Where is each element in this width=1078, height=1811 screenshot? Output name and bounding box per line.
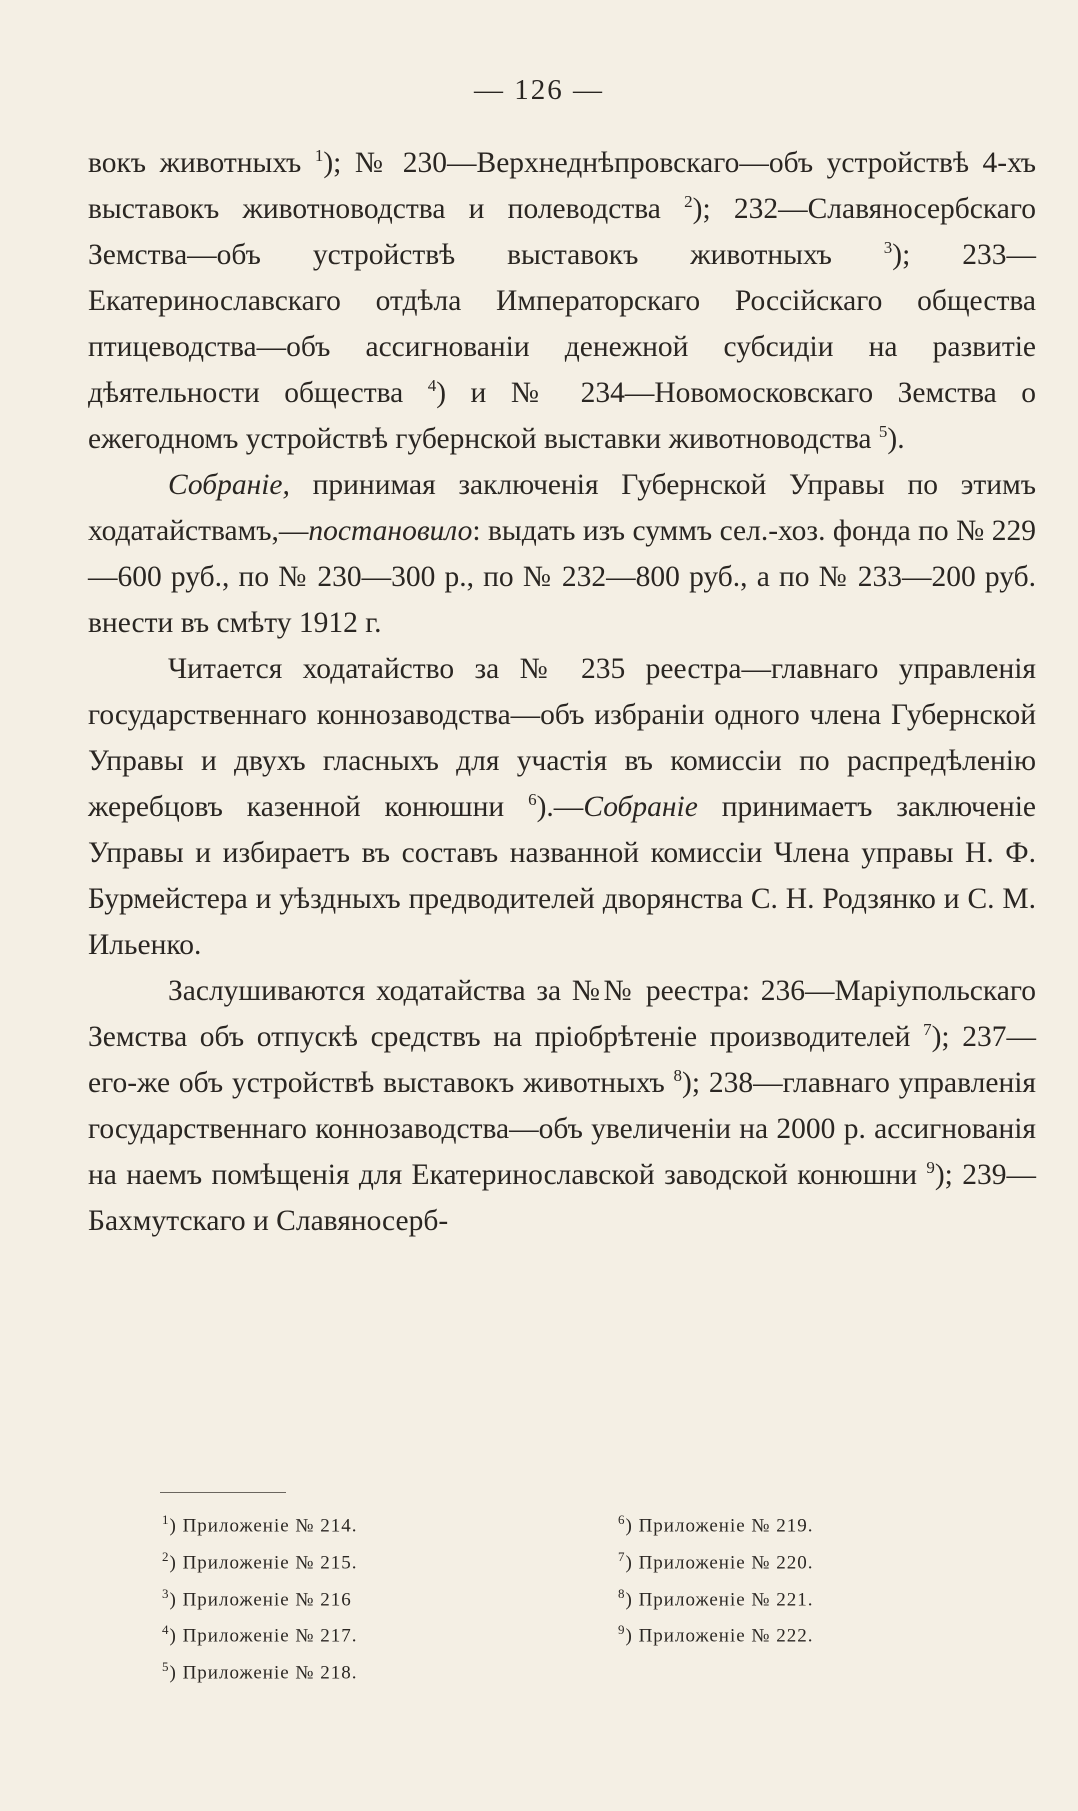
footnotes-left (162, 1505, 358, 1689)
footnote-mark: 7 (923, 1020, 932, 1040)
footnote-text: Приложеніе № 219. (638, 1515, 814, 1537)
footnote-divider (160, 1492, 286, 1493)
text-run: ).— (536, 791, 584, 823)
footnote-mark: 4 (162, 1622, 170, 1638)
main-text (88, 140, 1036, 1244)
footnote-text: Приложеніе № 221. (638, 1588, 814, 1610)
paragraph (88, 462, 1036, 646)
text-run: вокъ животныхъ (88, 147, 315, 179)
footnote: $^4$) Приложеніе № 217. (162, 1622, 358, 1647)
footnote-mark: 6 (618, 1512, 626, 1527)
text-run: Читается ходатайство за № 235 реестра—главнаго управленія государственнаго коннозаводства—объ избраніи одного члена Губернской Управы и двухъ гласныхъ для участія въ комиссіи по распредѣленію жеребцовъ казенной конюшни (88, 653, 1036, 823)
footnote-mark: 3 (883, 238, 893, 258)
footnote: $^2$) Приложеніе № 215. (162, 1548, 358, 1574)
text-run: ); № 230—Верхнеднѣпровскаго—объ устройствѣ 4-хъ выставокъ животноводства и полеводства (88, 147, 1037, 225)
footnote: $^9$) Приложеніе № 222. (618, 1622, 814, 1647)
footnote-mark: 7 (618, 1548, 626, 1564)
paragraph (88, 140, 1036, 462)
footnote-mark: 1 (314, 146, 324, 166)
footnote: $^8$) Приложеніе № 221. (618, 1585, 814, 1610)
footnotes-right (618, 1505, 814, 1652)
footnote-text: Приложеніе № 215. (182, 1552, 358, 1574)
footnote-mark: 9 (926, 1158, 935, 1178)
text-run: ); 239—Бахмутскаго и Славяносерб- (88, 1159, 1036, 1237)
page-number: — 126 — (474, 74, 604, 106)
text-run: ); 237—его-же объ устройствѣ выставокъ животныхъ (88, 1021, 1036, 1099)
text-run: ) и № 234—Новомосковскаго Земства о ежегодномъ устройствѣ губернской выставки животноводства (88, 377, 1036, 455)
text-run: ); 233—Екатеринославскаго отдѣла Императорскаго Россійскаго общества птицеводства—объ ассигнованіи денежной субсидіи на развитіе дѣятельности общества (88, 239, 1036, 409)
footnote-mark: 3 (162, 1585, 170, 1601)
footnote-mark: 5 (878, 422, 888, 442)
footnote-text: Приложеніе № 214. (182, 1515, 358, 1537)
footnote-mark: 9 (618, 1622, 626, 1638)
footnote-text: Приложеніе № 218. (182, 1662, 358, 1684)
text-run: Заслушиваются ходатайства за №№ реестра: 236—Маріупольскаго Земства объ отпускѣ средствъ на пріобрѣтеніе производителей (88, 975, 1036, 1053)
paragraph (88, 968, 1036, 1244)
footnote-mark: 5 (162, 1659, 170, 1675)
footnote-text: Приложеніе № 220. (638, 1552, 814, 1574)
emphasis-text: постановило (308, 515, 473, 547)
emphasis-text: Собраніе, (168, 469, 290, 501)
text-run: ); 238—главнаго управленія государственнаго коннозаводства—объ увеличеніи на 2000 р. ассигнованія на наемъ помѣщенія для Екатеринославской заводской конюшни (88, 1067, 1036, 1191)
footnote-text: Приложеніе № 216 (182, 1588, 352, 1610)
emphasis-text: Собраніе (583, 791, 698, 823)
footnote: $^1$) Приложеніе № 214. (162, 1512, 358, 1537)
footnote: $^6$) Приложеніе № 219. (618, 1512, 814, 1537)
footnote-mark: 8 (673, 1066, 683, 1086)
footnote-mark: 4 (427, 376, 437, 396)
footnote-mark: 2 (162, 1548, 170, 1564)
paragraph (88, 646, 1036, 968)
footnote-mark: 1 (162, 1512, 170, 1527)
footnote: $^7$) Приложеніе № 220. (618, 1548, 814, 1574)
footnote-mark: 8 (618, 1585, 626, 1601)
text-run: принимаетъ заключеніе Управы и избираетъ въ составъ названной комиссіи Члена управы Н. Ф. Бурмейстера и уѣздныхъ предводителей дворянства С. Н. Родзянко и С. М. Ильенко. (88, 791, 1036, 961)
text-run: принимая заключенія Губернской Управы по этимъ ходатайствамъ,— (88, 469, 1036, 547)
footnote-mark: 6 (528, 790, 537, 810)
text-run: ). (887, 423, 905, 455)
footnote-text: Приложеніе № 217. (182, 1625, 358, 1647)
footnote: $^5$) Приложеніе № 218. (162, 1659, 358, 1684)
footnote-mark: 2 (684, 192, 693, 212)
footnote-text: Приложеніе № 222. (638, 1625, 814, 1647)
text-run: ); 232—Славяносербскаго Земства—объ устройствѣ выставокъ животныхъ (88, 193, 1036, 271)
text-run: : выдать изъ суммъ сел.-хоз. фонда по № 229—600 руб., по № 230—300 р., по № 232—800 руб., а по № 233—200 руб. внести въ смѣту 1912 г. (88, 515, 1036, 639)
footnote: $^3$) Приложеніе № 216 (162, 1585, 352, 1610)
